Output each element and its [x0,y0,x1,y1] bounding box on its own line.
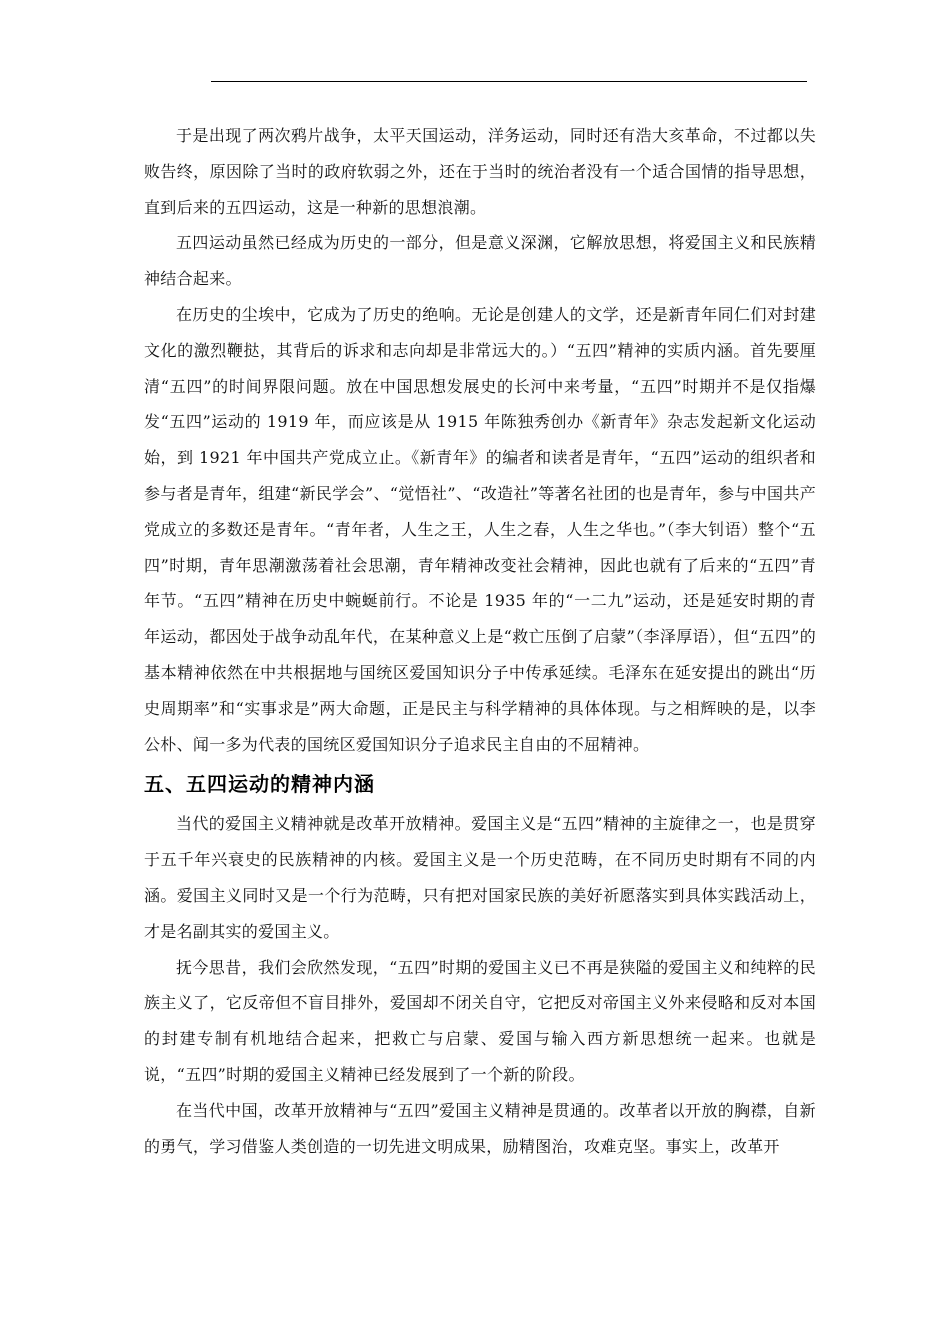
paragraph-patriotism-reform: 当代的爱国主义精神就是改革开放精神。爱国主义是“五四”精神的主旋律之一，也是贯穿于五千年兴衰史的民族精神的内核。爱国主义是一个历史范畴，在不同历史时期有不同的内涵。爱国主义同时又是一个行为范畴，只有把对国家民族的美好祈愿落实到具体实践活动上，才是名副其实的爱国主义。 [144,814,816,941]
paragraph-contemporary-china: 在当代中国，改革开放精神与“五四”爱国主义精神是贯通的。改革者以开放的胸襟，自新的勇气，学习借鉴人类创造的一切先进文明成果，励精图治，攻难克坚。事实上，改革开 [144,1100,816,1156]
paragraph-patriotism-new-stage: 抚今思昔，我们会欣然发现，“五四”时期的爱国主义已不再是狭隘的爱国主义和纯粹的民族主义了，它反帝但不盲目排外，爱国却不闭关自守，它把反对帝国主义外来侵略和反对本国的封建专制有机地结合起来，把救亡与启蒙、爱国与输入西方新思想统一起来。也就是说，“五四”时期的爱国主义精神已经发展到了一个新的阶段。 [144,957,816,1084]
paragraph-wars-and-movements: 于是出现了两次鸦片战争，太平天国运动，洋务运动，同时还有浩大亥革命，不过都以失败告终，原因除了当时的政府软弱之外，还在于当时的统治者没有一个适合国情的指导思想，直到后来的五四运动，这是一种新的思想浪潮。 [144,126,816,217]
header-rule [211,81,807,82]
document-body [144,118,816,1164]
paragraph-may-fourth-essence: 在历史的尘埃中，它成为了历史的绝响。无论是创建人的文学，还是新青年同仁们对封建文化的激烈鞭挞，其背后的诉求和志向却是非常远大的。）“五四”精神的实质内涵。首先要厘清“五四”的时间界限问题。放在中国思想发展史的长河中来考量，“五四”时期并不是仅指爆发“五四”运动的 1919 年，而应该是从 1915 年陈独秀创办《新青年》杂志发起新文化运动始，到 1921 年中国共产党成立止。《新青年》的编者和读者是青年，“五四”运动的组织者和参与者是青年，组建“新民学会”、“觉悟社”、“改造社”等著名社团的也是青年，参与中国共产党成立的多数还是青年。“青年者，人生之王，人生之春，人生之华也。”（李大钊语）整个“五四”时期，青年思潮激荡着社会思潮，青年精神改变社会精神，因此也就有了后来的“五四”青年节。“五四”精神在历史中蜿蜒前行。不论是 1935 年的“一二九”运动，还是延安时期的青年运动，都因处于战争动乱年代，在某种意义上是“救亡压倒了启蒙”（李泽厚语），但“五四”的基本精神依然在中共根据地与国统区爱国知识分子中传承延续。毛泽东在延安提出的跳出“历史周期率”和“实事求是”两大命题，正是民主与科学精神的具体体现。与之相辉映的是，以李公朴、闻一多为代表的国统区爱国知识分子追求民主自由的不屈精神。 [144,304,816,754]
section-heading: 五、五四运动的精神内涵 [144,772,375,797]
paragraph-may-fourth-significance: 五四运动虽然已经成为历史的一部分，但是意义深渊，它解放思想，将爱国主义和民族精神结合起来。 [144,233,816,289]
